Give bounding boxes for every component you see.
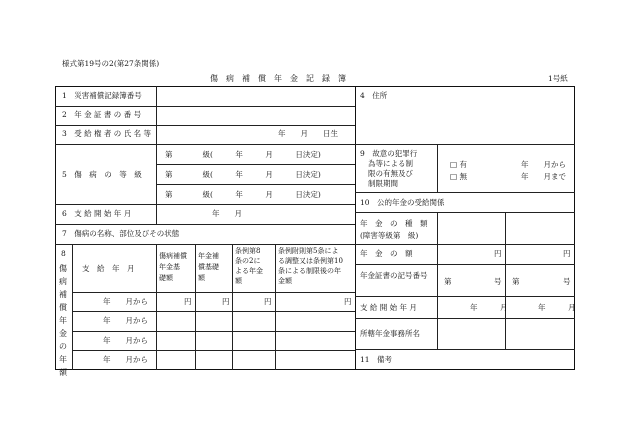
row5-label: 5 傷 病 の 等 級 [62, 170, 142, 179]
frame-right [574, 86, 575, 370]
row2-label: 2 年 金 証 書 の 番 号 [62, 110, 142, 119]
cert-go-2: 号 [563, 277, 571, 286]
pension-cert-label: 年金証書の記号番号 [360, 271, 428, 280]
row9-line2: 為等による制 [368, 159, 413, 168]
month-row-3: 年 月から [103, 336, 148, 345]
yen-adj: 円 [264, 297, 272, 306]
month-row-1: 年 月から [103, 297, 148, 306]
grade-row-2: 第 級( 年 月 日決定) [165, 170, 321, 179]
cert-dai-1: 第 [444, 277, 452, 286]
col-adj-line2: 条の2に [235, 257, 261, 265]
grade-row-1: 第 級( 年 月 日決定) [165, 150, 321, 159]
col-base-line1: 傷病補償 [159, 252, 187, 260]
row8-vertical-label: 傷病補償年金の年額 [59, 264, 67, 377]
restriction-to: 年 月まで [521, 172, 566, 181]
cert-dai-2: 第 [512, 277, 520, 286]
pension-start-label: 支 給 開 始 年 月 [360, 303, 417, 312]
row9-line1: 9 故意の犯罪行 [360, 149, 418, 158]
row4-label: 4 住所 [360, 91, 388, 100]
pension-office-label: 所轄年金事務所名 [360, 329, 420, 338]
yen-base: 円 [184, 297, 192, 306]
month-row-4: 年 月から [103, 355, 148, 364]
row9-line3: 限の有無及び [368, 169, 413, 178]
page-title: 傷 病 補 償 年 金 記 録 簿 [210, 74, 346, 83]
center-divider [355, 86, 356, 370]
row11-label: 11 備考 [360, 355, 393, 364]
col-basis-line2: 償基礎 [198, 263, 219, 271]
col-base-line3: 礎額 [159, 274, 173, 282]
frame-top [55, 86, 575, 87]
pension-amount-yen-2: 円 [563, 249, 571, 258]
col-adj-line1: 条例第8 [235, 247, 261, 255]
row6-value: 年 月 [212, 209, 242, 218]
frame-left [55, 86, 56, 370]
restriction-yes-checkbox[interactable]: □ 有 [450, 160, 467, 169]
col-supp-line1: 条例附則第5条によ [278, 247, 339, 255]
col-supp-line3: 条による制限後の年 [278, 267, 341, 275]
frame-bottom [55, 369, 575, 370]
row3-label: 3 受 給 権 者 の 氏 名 等 [62, 129, 151, 138]
pension-type-line2: (障害等級第 級) [360, 231, 419, 240]
restriction-no-checkbox[interactable]: □ 無 [450, 172, 467, 181]
pension-amount-label: 年 金 の 額 [360, 249, 413, 258]
col-payment-month: 支 給 年 月 [82, 264, 135, 273]
col-adj-line3: よる年金 [235, 267, 263, 275]
col-base-line2: 年金基 [159, 263, 180, 271]
yen-supp: 円 [344, 297, 352, 306]
row10-label: 10 公的年金の受給関係 [360, 198, 445, 207]
sheet-number: 1号紙 [548, 74, 568, 83]
row8-number: 8 [61, 249, 66, 258]
col-adj-line4: 額 [235, 277, 242, 285]
row3-birthdate: 年 月 日生 [278, 129, 338, 138]
col-supp-line2: る調整又は条例第10 [278, 257, 343, 265]
col-basis-line3: 額 [198, 274, 205, 282]
pension-amount-yen-1: 円 [494, 249, 502, 258]
col-supp-line4: 金額 [278, 277, 292, 285]
row1-label: 1 災害補償記録簿番号 [62, 91, 142, 100]
row7-label: 7 傷病の名称、部位及びその状態 [62, 229, 180, 238]
col-basis-line1: 年金補 [198, 252, 219, 260]
row9-line4: 制限期間 [368, 179, 398, 188]
grade-row-3: 第 級( 年 月 日決定) [165, 190, 321, 199]
row6-label: 6 支 給 開 始 年 月 [62, 209, 132, 218]
pension-start-ym-2: 年 月 [538, 303, 576, 312]
restriction-from: 年 月から [521, 160, 566, 169]
form-label: 様式第19号の2(第27条関係) [62, 59, 160, 68]
month-row-2: 年 月から [103, 316, 148, 325]
cert-go-1: 号 [494, 277, 502, 286]
pension-type-line1: 年 金 の 種 類 [360, 219, 428, 228]
yen-basis: 円 [222, 297, 230, 306]
pension-start-ym-1: 年 月 [470, 303, 508, 312]
